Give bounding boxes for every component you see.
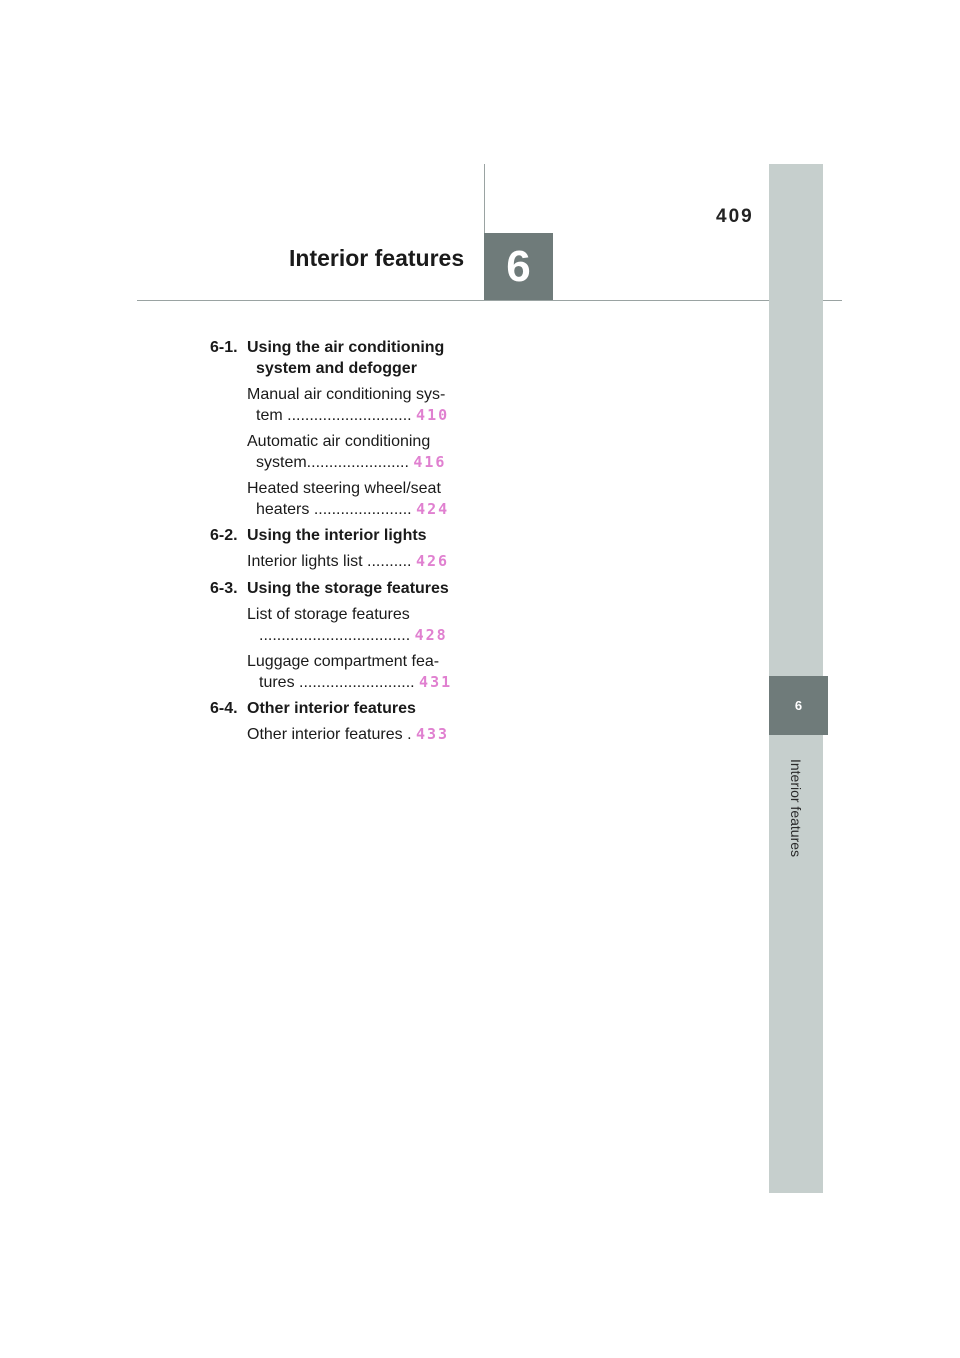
page-number: 409 — [716, 206, 754, 227]
entry-title: Interior lights list .......... — [247, 553, 412, 570]
toc-section-6-3 — [210, 578, 449, 599]
toc-entry-interior-lights[interactable] — [247, 551, 457, 572]
section-number: 6-1. — [210, 339, 238, 356]
toc-entry-heated-steering[interactable] — [247, 478, 457, 520]
side-tab-number: 6 — [794, 698, 803, 713]
side-label-text: Interior features — [788, 758, 804, 857]
entry-title: Luggage compartment fea- — [247, 653, 440, 670]
section-title: Using the storage features — [247, 580, 449, 597]
section-number: 6-4. — [210, 700, 238, 717]
entry-page-link[interactable]: 431 — [419, 673, 453, 691]
section-title-cont: system and defogger — [256, 360, 417, 377]
toc-entry-luggage[interactable] — [247, 651, 457, 693]
entry-leader: tures .......................... — [259, 674, 415, 691]
entry-page-link[interactable]: 433 — [415, 725, 450, 743]
entry-leader: tem ............................ — [256, 407, 412, 424]
toc-entry-automatic-ac[interactable] — [247, 431, 457, 473]
section-number: 6-2. — [210, 527, 238, 544]
entry-title: Heated steering wheel/seat — [247, 480, 441, 497]
side-chapter-label — [769, 745, 823, 870]
toc-entry-other-interior[interactable] — [247, 724, 457, 745]
toc-entry-storage-list[interactable] — [247, 604, 457, 646]
side-chapter-tab[interactable] — [769, 676, 828, 735]
toc-section-6-2 — [210, 525, 427, 546]
entry-leader: heaters ...................... — [256, 501, 412, 518]
section-number: 6-3. — [210, 580, 238, 597]
toc-section-6-1 — [210, 337, 444, 379]
entry-title: Manual air conditioning sys- — [247, 386, 446, 403]
entry-page-link[interactable]: 428 — [414, 626, 448, 644]
section-title: Using the air conditioning — [247, 339, 445, 356]
header-divider-horizontal — [137, 300, 842, 301]
entry-title: Other interior features . — [247, 726, 412, 743]
header-divider-vertical — [484, 164, 485, 234]
entry-page-link[interactable]: 424 — [416, 500, 450, 518]
entry-title: List of storage features — [247, 606, 410, 623]
entry-leader: system....................... — [256, 454, 409, 471]
section-title: Other interior features — [247, 700, 416, 717]
entry-leader: .................................. — [259, 627, 411, 644]
entry-title: Automatic air conditioning — [247, 433, 431, 450]
entry-page-link[interactable]: 416 — [413, 453, 447, 471]
chapter-number: 6 — [506, 242, 531, 291]
toc-entry-manual-ac[interactable] — [247, 384, 457, 426]
chapter-number-box — [484, 233, 553, 301]
chapter-title: Interior features — [289, 245, 465, 271]
toc-section-6-4 — [210, 698, 416, 719]
entry-page-link[interactable]: 410 — [416, 406, 450, 424]
section-title: Using the interior lights — [247, 527, 427, 544]
entry-page-link[interactable]: 426 — [415, 552, 450, 570]
